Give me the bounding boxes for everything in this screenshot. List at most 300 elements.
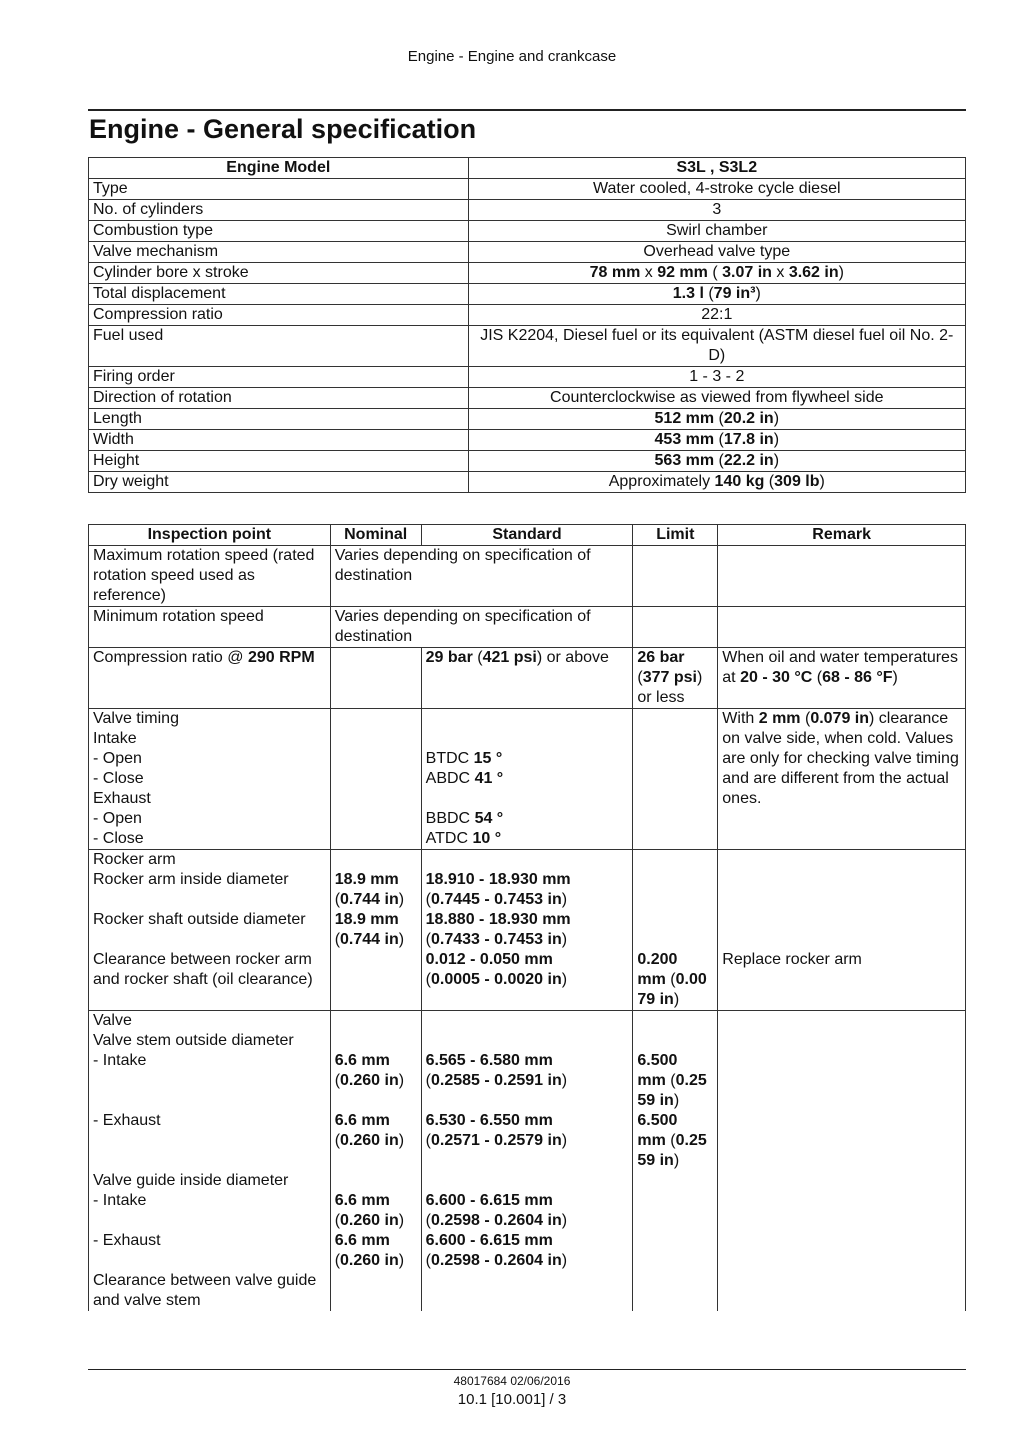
cell-line [722, 850, 961, 870]
text-run: 18.880 - 18.930 mm [425, 911, 571, 928]
text-run: 2 mm [758, 710, 801, 727]
document-number: 48017684 02/06/2016 [453, 1374, 571, 1388]
cell-line [637, 1071, 713, 1091]
text-run: 0.012 - 0.050 mm [425, 951, 553, 968]
text-run: Rocker arm inside diameter [93, 871, 289, 888]
spec-label: Valve mechanism [89, 242, 469, 263]
spec-value [468, 472, 965, 493]
text-run: Clearance between rocker arm and rocker shaft (oil clearance) [93, 951, 313, 988]
text-run: 6.600 - 6.615 mm [425, 1192, 553, 1209]
text-run: ( [425, 891, 431, 908]
limit-value [633, 1011, 718, 1312]
text-run: mm [637, 971, 666, 988]
table-row [89, 221, 966, 242]
standard-value [330, 546, 633, 607]
cell-line [426, 950, 629, 970]
text-run: 29 bar [425, 649, 473, 666]
text-run: Intake [93, 730, 137, 747]
table-row [89, 179, 966, 200]
cell-line [426, 1231, 629, 1251]
standard-value [330, 607, 633, 648]
text-run: Rocker shaft outside diameter [93, 911, 306, 928]
cell-line [426, 1251, 629, 1271]
spec-header-cell: Engine Model [89, 158, 469, 179]
spec-value [468, 430, 965, 451]
cell-line [335, 1131, 417, 1151]
text-run: ( [707, 264, 723, 281]
text-run: Varies depending on specification of destination [334, 547, 591, 584]
limit-value [633, 648, 718, 709]
standard-value [421, 709, 633, 850]
cell-line [637, 1031, 713, 1051]
spec-header-cell: S3L , S3L2 [468, 158, 965, 179]
cell-line [93, 1191, 326, 1211]
text-run: 0.2585 - 0.2591 in [430, 1072, 562, 1089]
text-run: Valve stem outside diameter [93, 1032, 294, 1049]
text-run: ) [561, 1212, 568, 1229]
text-run: 0.260 in [340, 1212, 399, 1229]
text-run: ( [764, 473, 775, 490]
text-run: ( [665, 971, 676, 988]
cell-line [637, 648, 713, 708]
spec-value [468, 305, 965, 326]
text-run: ( [425, 1252, 431, 1269]
text-run: ATDC [425, 830, 473, 847]
text-run: ( [714, 452, 724, 469]
spec-value [468, 326, 965, 367]
spec-label: Compression ratio [89, 305, 469, 326]
cell-line [722, 930, 961, 950]
text-run: 59 in [637, 1152, 674, 1169]
limit-value [633, 607, 718, 648]
text-run: ) [398, 1072, 405, 1089]
text-run: 6.6 mm [334, 1232, 390, 1249]
spec-value [468, 284, 965, 305]
remark-value [718, 1011, 966, 1312]
cell-line [93, 1131, 326, 1151]
text-run: Exhaust [93, 790, 151, 807]
text-run: ) [892, 669, 898, 686]
text-run: ) [398, 1212, 405, 1229]
text-run: Valve timing [93, 710, 179, 727]
table-row [89, 367, 966, 388]
cell-line [93, 1251, 326, 1271]
text-run: 10 ° [472, 830, 502, 847]
text-run: 421 psi [482, 649, 537, 666]
table-row [89, 607, 966, 648]
cell-line [335, 870, 417, 890]
spec-value [468, 221, 965, 242]
cell-line [335, 546, 629, 586]
table-row [89, 472, 966, 493]
cell-line [335, 1091, 417, 1111]
text-run: - Close [93, 830, 144, 847]
cell-line [426, 930, 629, 950]
inspection-header-cell: Standard [421, 525, 633, 546]
table-row [89, 648, 966, 709]
cell-line [426, 729, 629, 749]
text-run: ( [812, 669, 823, 686]
text-run: ( [425, 1072, 431, 1089]
cell-line [335, 1191, 417, 1211]
text-run: ( [425, 1212, 431, 1229]
table-row [89, 284, 966, 305]
cell-line [93, 769, 326, 789]
table-row [89, 305, 966, 326]
text-run: BBDC [425, 810, 475, 827]
cell-line [93, 1111, 326, 1131]
text-run: Varies depending on specification of destination [334, 608, 591, 645]
standard-value [421, 1011, 633, 1312]
cell-line [426, 1051, 629, 1071]
text-run: 0.7445 - 0.7453 in [430, 891, 562, 908]
text-run: Counterclockwise as viewed from flywheel side [550, 389, 884, 406]
text-run: ( [425, 971, 431, 988]
text-run: 0.260 in [340, 1252, 399, 1269]
inspection-point [89, 850, 331, 1011]
text-run: 0.2598 - 0.2604 in [430, 1252, 562, 1269]
text-run: 512 mm [654, 410, 715, 427]
cell-line [637, 890, 713, 910]
text-run: ) [755, 285, 761, 302]
text-run: 6.530 - 6.550 mm [425, 1112, 553, 1129]
text-run: 6.565 - 6.580 mm [425, 1052, 553, 1069]
text-run: ) [673, 991, 680, 1008]
table-row [89, 546, 966, 607]
cell-line [426, 1111, 629, 1131]
text-run: 18.9 mm [334, 911, 399, 928]
text-run: Minimum rotation speed [93, 608, 264, 625]
text-run: 6.6 mm [334, 1192, 390, 1209]
cell-line [93, 809, 326, 829]
text-run: x [640, 264, 658, 281]
text-run: 17.8 in [723, 431, 774, 448]
table-row [89, 200, 966, 221]
text-run: ) clearance on valve side, when cold. Values are only for checking valve timing and are different from the actual ones. [722, 710, 959, 807]
cell-line [637, 950, 713, 970]
cell-line [637, 930, 713, 950]
text-run: Valve guide inside diameter [93, 1172, 289, 1189]
cell-line [426, 1151, 629, 1171]
cell-line [335, 1031, 417, 1051]
table-row [89, 1011, 966, 1312]
text-run: 0.744 in [340, 931, 399, 948]
text-run: 309 lb [774, 473, 820, 490]
text-run: 140 kg [714, 473, 765, 490]
text-run: 0.25 [675, 1132, 707, 1149]
cell-line [93, 890, 326, 910]
remark-value [718, 850, 966, 1011]
table-row [89, 850, 966, 1011]
cell-line [93, 1031, 326, 1051]
text-run: 0.744 in [340, 891, 399, 908]
cell-line [426, 890, 629, 910]
spec-value [468, 451, 965, 472]
text-run: 0.7433 - 0.7453 in [430, 931, 562, 948]
text-run: ( [714, 431, 724, 448]
cell-line [335, 1011, 417, 1031]
limit-value [633, 546, 718, 607]
text-run: 20.2 in [723, 410, 774, 427]
spec-label: Firing order [89, 367, 469, 388]
cell-line [93, 870, 326, 890]
text-run: 22.2 in [723, 452, 774, 469]
cell-line [335, 1171, 417, 1191]
text-run: Clearance between valve guide and valve stem [93, 1272, 317, 1309]
text-run: - Exhaust [93, 1112, 161, 1129]
text-run: ( [665, 1072, 676, 1089]
text-run: Approximately [608, 473, 715, 490]
cell-line [93, 930, 326, 950]
text-run: ( [334, 1252, 341, 1269]
text-run: ) [838, 264, 844, 281]
cell-line [335, 850, 417, 870]
text-run: - Open [93, 750, 142, 767]
cell-line [426, 1071, 629, 1091]
cell-line [637, 1131, 713, 1151]
cell-line [426, 1031, 629, 1051]
cell-line [93, 648, 326, 668]
text-run: 0.2598 - 0.2604 in [430, 1212, 562, 1229]
cell-line [426, 870, 629, 890]
text-run: ( [334, 1132, 341, 1149]
limit-value [633, 709, 718, 850]
standard-value [421, 850, 633, 1011]
spec-value [468, 388, 965, 409]
text-run: Swirl chamber [666, 222, 768, 239]
text-run: 22:1 [701, 306, 733, 323]
cell-line [637, 1051, 713, 1071]
cell-line [426, 970, 629, 990]
cell-line [426, 910, 629, 930]
nominal-value [330, 648, 421, 709]
page-reference: 10.1 [10.001] / 3 [457, 1391, 567, 1408]
text-run: ( [714, 410, 724, 427]
cell-line [93, 1051, 326, 1071]
table-row [89, 451, 966, 472]
cell-line [426, 709, 629, 729]
inspection-point [89, 648, 331, 709]
cell-line [93, 910, 326, 930]
text-run: ) [561, 1072, 568, 1089]
cell-line [637, 1011, 713, 1031]
inspection-header-row [89, 525, 966, 546]
spec-label: No. of cylinders [89, 200, 469, 221]
cell-line [722, 950, 961, 970]
cell-line [426, 789, 629, 809]
text-run: When oil and water temperatures at [722, 649, 958, 686]
cell-line [426, 1131, 629, 1151]
text-run: 0.260 in [340, 1072, 399, 1089]
cell-line [93, 950, 326, 990]
cell-line [335, 930, 417, 950]
spec-value [468, 409, 965, 430]
text-run: 41 ° [474, 770, 504, 787]
text-run: ( [800, 710, 811, 727]
cell-line [93, 1071, 326, 1091]
cell-line [335, 1251, 417, 1271]
text-run: 54 ° [474, 810, 504, 827]
text-run: ( [334, 1212, 341, 1229]
cell-line [426, 749, 629, 769]
table-row [89, 709, 966, 850]
cell-line [93, 709, 326, 729]
cell-line [722, 870, 961, 890]
text-run: JIS K2204, Diesel fuel or its equivalent (ASTM diesel fuel oil No. 2-D) [480, 327, 954, 364]
text-run: ) [773, 431, 780, 448]
cell-line [426, 829, 629, 849]
text-run: ) [561, 971, 568, 988]
inspection-header-cell: Remark [718, 525, 966, 546]
cell-line [335, 607, 629, 647]
spec-label: Height [89, 451, 469, 472]
remark-value [718, 648, 966, 709]
footer-rule [88, 1369, 966, 1370]
text-run: 15 ° [473, 750, 503, 767]
text-run: mm [637, 1132, 666, 1149]
page-title: Engine - General specification [89, 114, 477, 144]
text-run: 79 in [637, 991, 674, 1008]
text-run: 0.079 in [810, 710, 870, 727]
text-run: ( [665, 1132, 676, 1149]
text-run: Replace rocker arm [722, 951, 862, 968]
running-header: Engine - Engine and crankcase [407, 48, 617, 65]
cell-line [335, 1231, 417, 1251]
spec-value [468, 242, 965, 263]
text-run: 92 mm [657, 264, 708, 281]
text-run: - Close [93, 770, 144, 787]
table-row [89, 242, 966, 263]
text-run: ) [673, 1152, 680, 1169]
cell-line [93, 1151, 326, 1171]
text-run: 3.07 in [722, 264, 772, 281]
table-row [89, 409, 966, 430]
cell-line [637, 1111, 713, 1131]
cell-line [637, 1091, 713, 1111]
text-run: 290 RPM [247, 649, 315, 666]
text-run: 26 bar [637, 649, 685, 666]
text-run: - Intake [93, 1192, 147, 1209]
text-run: 0.25 [675, 1072, 707, 1089]
remark-value [718, 709, 966, 850]
text-run: 59 in [637, 1092, 674, 1109]
cell-line [93, 1231, 326, 1251]
standard-value [421, 648, 633, 709]
cell-line [426, 1211, 629, 1231]
nominal-value [330, 709, 421, 850]
text-run: 0.260 in [340, 1132, 399, 1149]
inspection-point [89, 1011, 331, 1312]
spec-label: Dry weight [89, 472, 469, 493]
general-spec-table [88, 157, 966, 493]
text-run: Maximum rotation speed (rated rotation speed used as reference) [93, 547, 315, 604]
cell-line [426, 809, 629, 829]
table-row [89, 326, 966, 367]
remark-value [718, 607, 966, 648]
spec-value [468, 200, 965, 221]
cell-line [93, 607, 326, 627]
cell-line [93, 850, 326, 870]
text-run: 563 mm [654, 452, 715, 469]
inspection-point [89, 709, 331, 850]
inspection-point [89, 546, 331, 607]
text-run: ( [334, 931, 341, 948]
cell-line [93, 1091, 326, 1111]
text-run: 3.62 in [788, 264, 839, 281]
remark-value [718, 546, 966, 607]
text-run: 0.00 [675, 971, 707, 988]
cell-line [722, 910, 961, 930]
text-run: 20 - 30 °C [740, 669, 813, 686]
cell-line [426, 769, 629, 789]
cell-line [637, 1151, 713, 1171]
text-run: ) [673, 1092, 680, 1109]
cell-line [426, 1171, 629, 1191]
text-run: 6.6 mm [334, 1052, 390, 1069]
text-run: ) [561, 1252, 568, 1269]
text-run: ) [398, 1252, 405, 1269]
text-run: ( [703, 285, 714, 302]
spec-value [468, 179, 965, 200]
cell-line [426, 1191, 629, 1211]
cell-line [335, 1051, 417, 1071]
text-run: 78 mm [589, 264, 641, 281]
cell-line [426, 1011, 629, 1031]
spec-label: Length [89, 409, 469, 430]
cell-line [637, 970, 713, 990]
cell-line [93, 749, 326, 769]
text-run: Overhead valve type [643, 243, 791, 260]
text-run: mm [637, 1072, 666, 1089]
cell-line [722, 648, 961, 688]
text-run: Compression ratio @ [93, 649, 248, 666]
cell-line [335, 1151, 417, 1171]
text-run: With [722, 710, 759, 727]
cell-line [335, 890, 417, 910]
cell-line [93, 1171, 326, 1191]
text-run: Rocker arm [93, 851, 176, 868]
cell-line [93, 729, 326, 749]
text-run: x [771, 264, 789, 281]
cell-line [637, 990, 713, 1010]
text-run: ) [561, 931, 568, 948]
text-run: BTDC [425, 750, 474, 767]
limit-value [633, 850, 718, 1011]
spec-header-row [89, 158, 966, 179]
inspection-header-cell: Nominal [330, 525, 421, 546]
spec-label: Combustion type [89, 221, 469, 242]
text-run: 6.500 [637, 1112, 678, 1129]
text-run: ( [425, 1132, 431, 1149]
text-run: 0.2571 - 0.2579 in [430, 1132, 562, 1149]
cell-line [93, 1271, 326, 1311]
text-run: 18.910 - 18.930 mm [425, 871, 571, 888]
text-run: 6.600 - 6.615 mm [425, 1232, 553, 1249]
text-run: ) [398, 1132, 405, 1149]
text-run: ) [561, 891, 568, 908]
text-run: - Open [93, 810, 142, 827]
text-run: ( [637, 669, 643, 686]
header-rule [88, 109, 966, 111]
text-run: 18.9 mm [334, 871, 399, 888]
text-run: 377 psi [642, 669, 697, 686]
table-row [89, 263, 966, 284]
inspection-table [88, 524, 966, 1311]
table-row [89, 388, 966, 409]
text-run: ) [398, 891, 405, 908]
spec-value [468, 263, 965, 284]
spec-value [468, 367, 965, 388]
